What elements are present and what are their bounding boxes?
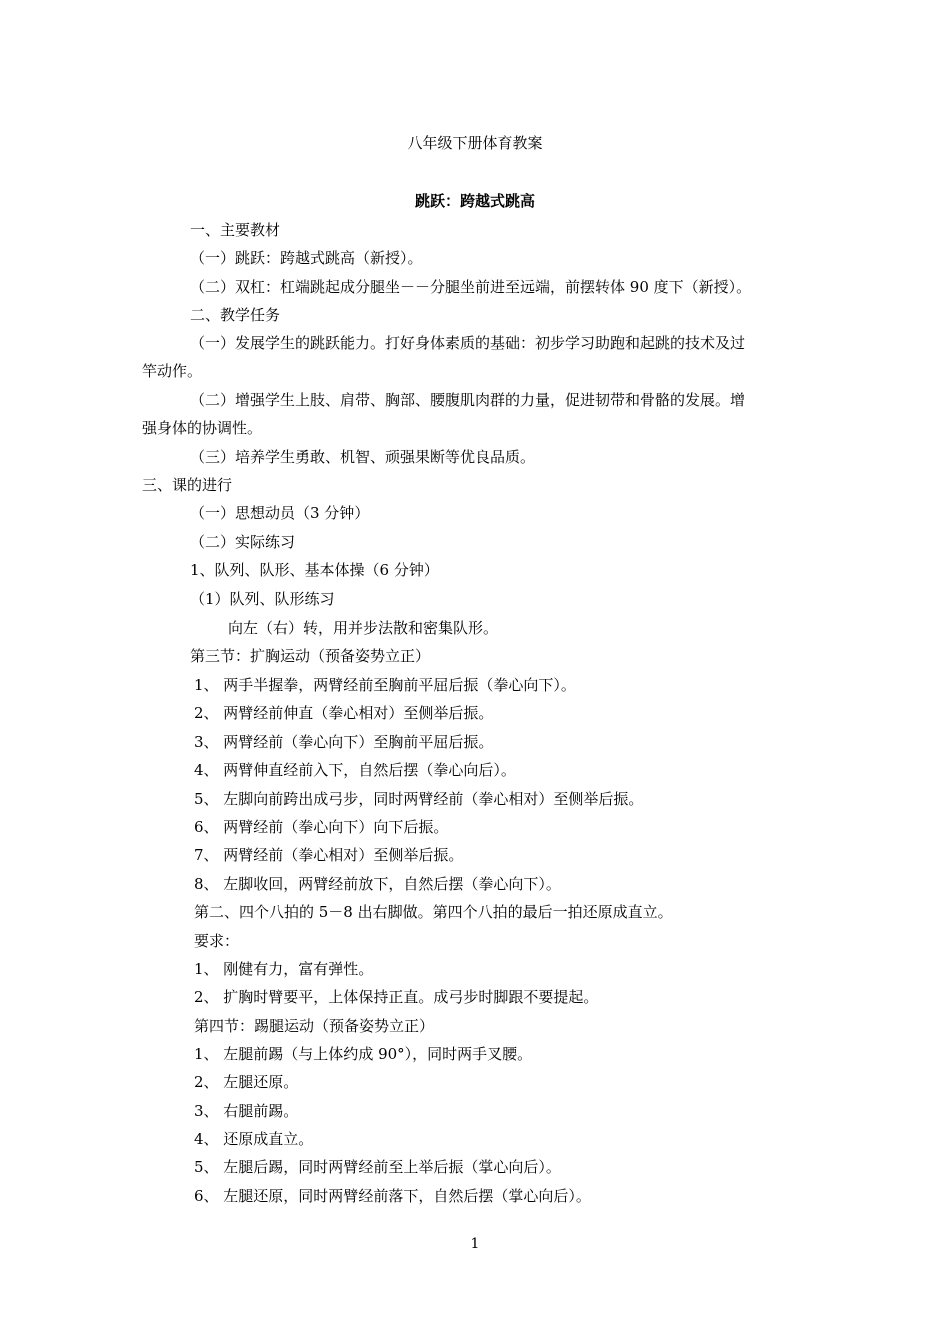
process-item-2: （二）实际练习 <box>190 533 296 551</box>
requirements-heading: 要求： <box>194 932 240 950</box>
practice-subitem-1: （1）队列、队形练习 <box>190 590 335 608</box>
section-heading-main-material: 一、主要教材 <box>190 221 281 239</box>
exercise-4-step-6: 6、 左腿还原，同时两臂经前落下，自然后摆（掌心向后）。 <box>194 1187 591 1205</box>
exercise-heading-4: 第四节：踢腿运动（预备姿势立正） <box>194 1017 435 1035</box>
exercise-4-step-4: 4、 还原成直立。 <box>194 1130 314 1148</box>
exercise-4-step-3: 3、 右腿前踢。 <box>194 1102 299 1120</box>
exercise-heading-3: 第三节：扩胸运动（预备姿势立正） <box>190 647 431 665</box>
requirement-2: 2、 扩胸时臂要平，上体保持正直。成弓步时脚跟不要提起。 <box>194 988 599 1006</box>
requirement-1: 1、 刚健有力，富有弹性。 <box>194 960 374 978</box>
material-item-2: （二）双杠：杠端跳起成分腿坐－－分腿坐前进至远端，前摆转体 90 度下（新授）。 <box>190 278 752 296</box>
lesson-subtitle: 跳跃：跨越式跳高 <box>414 192 535 210</box>
exercise-3-step-7: 7、 两臂经前（拳心相对）至侧举后振。 <box>194 846 464 864</box>
task-item-1-continued: 竿动作。 <box>142 362 203 380</box>
task-item-3: （三）培养学生勇敢、机智、顽强果断等优良品质。 <box>190 448 536 466</box>
exercise-4-step-1: 1、 左腿前踢（与上体约成 90°），同时两手叉腰。 <box>194 1045 533 1063</box>
task-item-2: （二）增强学生上肢、肩带、胸部、腰腹肌肉群的力量，促进韧带和骨骼的发展。增 <box>190 391 746 409</box>
formation-instruction: 向左（右）转，用并步法散和密集队形。 <box>228 619 499 637</box>
exercise-3-step-6: 6、 两臂经前（拳心向下）向下后振。 <box>194 818 449 836</box>
task-item-1: （一）发展学生的跳跃能力。打好身体素质的基础：初步学习助跑和起跳的技术及过 <box>190 334 746 352</box>
task-item-2-continued: 强身体的协调性。 <box>142 419 263 437</box>
process-item-1: （一）思想动员（3 分钟） <box>190 504 370 522</box>
section-heading-lesson-process: 三、课的进行 <box>142 476 233 494</box>
exercise-3-step-8: 8、 左脚收回，两臂经前放下，自然后摆（拳心向下）。 <box>194 875 561 893</box>
section-heading-teaching-tasks: 二、教学任务 <box>190 306 281 324</box>
exercise-3-step-2: 2、 两臂经前伸直（拳心相对）至侧举后振。 <box>194 704 494 722</box>
exercise-3-step-3: 3、 两臂经前（拳心向下）至胸前平屈后振。 <box>194 733 494 751</box>
document-title: 八年级下册体育教案 <box>407 134 543 152</box>
exercise-3-step-5: 5、 左脚向前跨出成弓步，同时两臂经前（拳心相对）至侧举后振。 <box>194 790 644 808</box>
exercise-4-step-2: 2、 左腿还原。 <box>194 1073 299 1091</box>
exercise-3-step-1: 1、 两手半握拳，两臂经前至胸前平屈后振（拳心向下）。 <box>194 676 576 694</box>
exercise-4-step-5: 5、 左腿后踢，同时两臂经前至上举后振（掌心向后）。 <box>194 1158 561 1176</box>
page-number: 1 <box>470 1236 480 1252</box>
practice-item-1: 1、队列、队形、基本体操（6 分钟） <box>190 561 439 579</box>
material-item-1: （一）跳跃：跨越式跳高（新授）。 <box>190 249 423 267</box>
exercise-3-step-4: 4、 两臂伸直经前入下，自然后摆（拳心向后）。 <box>194 761 516 779</box>
exercise-3-note: 第二、四个八拍的 5－8 出右脚做。第四个八拍的最后一拍还原成直立。 <box>194 903 673 921</box>
